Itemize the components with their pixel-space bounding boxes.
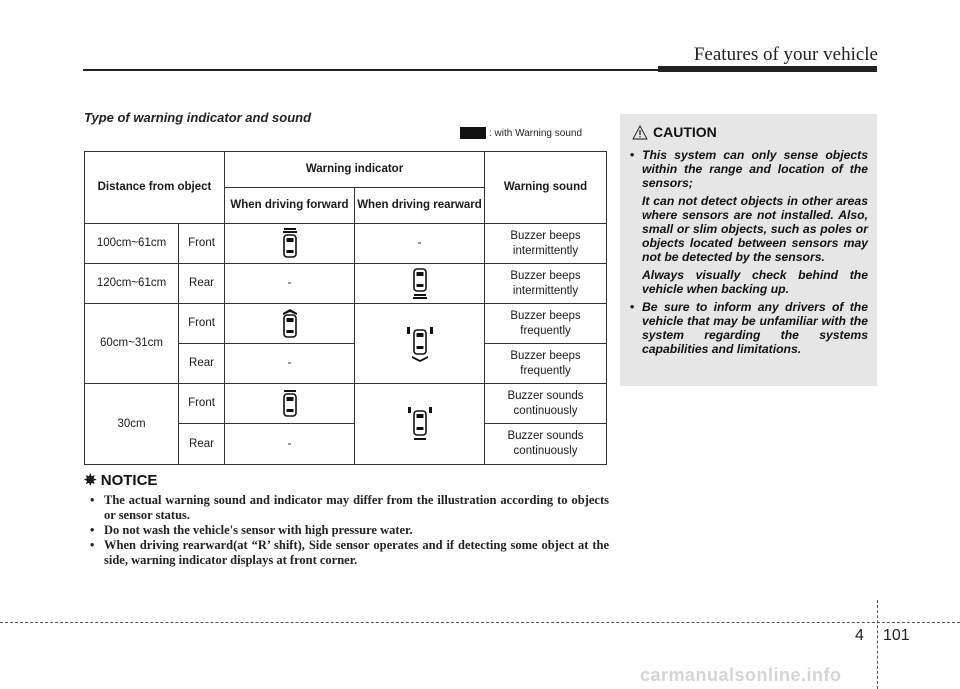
notice-item: • When driving rearward(at “R’ shift), Side sensor operates and if detecting some object at the side, warning indicator displays at front corner. [84,538,609,568]
sound-cell: Buzzer beeps intermittently [485,264,607,304]
car-sensor-icon [278,307,302,341]
forward-indicator-cell: - [225,264,355,304]
watermark: carmanualsonline.info [640,665,842,685]
car-sensor-icon [410,267,430,301]
section-header-title: Features of your vehicle [693,44,878,65]
warning-table [84,151,607,465]
distance-cell: 30cm [85,384,179,465]
position-cell: Front [179,224,225,264]
forward-indicator-cell: - [225,344,355,384]
legend-swatch [460,127,486,139]
position-cell: Front [179,384,225,424]
caution-header [632,124,717,140]
header-bar [658,66,877,72]
sound-cell: Buzzer sounds continuously [485,424,607,465]
distance-cell: 100cm~61cm [85,224,179,264]
notice-block [84,471,609,568]
forward-indicator-cell [225,384,355,424]
rearward-indicator-cell [355,304,485,384]
legend-label: : with Warning sound [489,127,583,139]
rearward-indicator-cell: - [355,224,485,264]
caution-item: • Be sure to inform any drivers of the vehicle that may be unfamiliar with the system regarding the systems capabilities and limitations. [628,300,868,356]
forward-indicator-cell [225,224,355,264]
header-rule [83,69,658,71]
caution-title: CAUTION [653,124,717,140]
page-number: 101 [883,627,910,644]
car-sensor-icon [406,324,434,364]
footer-line [0,622,960,623]
forward-indicator-cell [225,304,355,344]
header-rearward: When driving rearward [355,188,485,224]
sound-cell: Buzzer beeps intermittently [485,224,607,264]
header-forward: When driving forward [225,188,355,224]
caution-paragraph: Always visually check behind the vehicle when backing up. [642,268,868,296]
footer-divider [877,600,878,689]
caution-list [628,148,868,359]
forward-indicator-cell: - [225,424,355,465]
caution-paragraph: • This system can only sense objects within the range and location of the sensors; [642,148,868,190]
car-sensor-icon [280,227,300,261]
car-sensor-icon [280,388,300,420]
position-cell: Rear [179,264,225,304]
notice-list [84,493,609,568]
sound-cell: Buzzer sounds continuously [485,384,607,424]
header-warning-sound: Warning sound [485,152,607,224]
caution-box [620,114,877,386]
notice-title: ✵ NOTICE [84,472,158,489]
caution-item [628,148,868,296]
rearward-indicator-cell [355,264,485,304]
distance-cell: 60cm~31cm [85,304,179,384]
notice-item: • Do not wash the vehicle's sensor with high pressure water. [84,523,609,538]
position-cell: Rear [179,424,225,465]
distance-cell: 120cm~61cm [85,264,179,304]
warning-triangle-icon [632,125,648,140]
car-sensor-icon [407,404,433,444]
sound-cell: Buzzer beeps frequently [485,304,607,344]
table-section-title: Type of warning indicator and sound [84,110,312,125]
chapter-number: 4 [855,627,864,644]
sound-cell: Buzzer beeps frequently [485,344,607,384]
legend [460,127,582,139]
position-cell: Front [179,304,225,344]
position-cell: Rear [179,344,225,384]
header-distance: Distance from object [85,152,225,224]
rearward-indicator-cell [355,384,485,465]
notice-item: • The actual warning sound and indicator may differ from the illustration according to objects or sensor status. [84,493,609,523]
header-warning-indicator: Warning indicator [225,152,485,188]
caution-paragraph: It can not detect objects in other areas where sensors are not installed. Also, small or slim objects, such as poles or objects located between sensors may not be detected by the sensors. [642,194,868,264]
